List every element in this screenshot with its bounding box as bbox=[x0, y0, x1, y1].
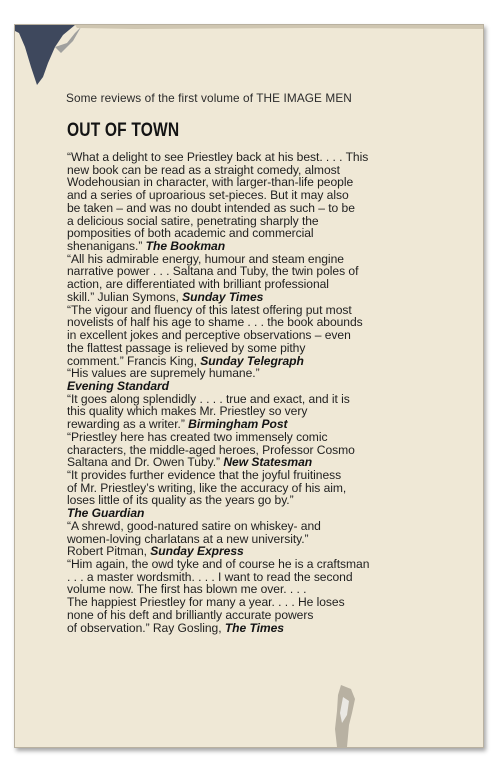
review-source: New Statesman bbox=[223, 455, 313, 470]
review-text: “What a delight to see Priestley back at his best. . . . This bbox=[67, 150, 369, 164]
review-text: pomposities of both academic and commercial bbox=[67, 226, 314, 241]
review-text: “Priestley here has created two immensely comic bbox=[67, 429, 328, 444]
review-text: narrative power . . . Saltana and Tuby, the twin poles of bbox=[67, 264, 359, 279]
review-text: loses little of its quality as the years go by.” bbox=[67, 493, 294, 508]
review-text: “His values are supremely humane.” bbox=[67, 366, 260, 381]
review-source: Birmingham Post bbox=[188, 417, 288, 432]
review-text: “A shrewd, good-natured satire on whiskey- and bbox=[67, 518, 321, 533]
review-line bbox=[67, 622, 453, 635]
review-text: “All his admirable energy, humour and steam engine bbox=[67, 251, 344, 266]
review-source: The Times bbox=[224, 620, 284, 635]
review-text: in excellent jokes and perceptive observations – even bbox=[67, 328, 351, 343]
review-source: The Bookman bbox=[145, 239, 226, 254]
review-text: this quality which makes Mr. Priestley so very bbox=[67, 404, 308, 419]
review-text: . . . a master wordsmith. . . . I want to read the second bbox=[67, 569, 353, 584]
review-text: “It goes along splendidly . . . . true and exact, and it is bbox=[67, 391, 350, 406]
review-text: “It provides further evidence that the joyful fruitiness bbox=[67, 467, 342, 482]
review-text: “Him again, the owd tyke and of course he is a craftsman bbox=[67, 557, 370, 571]
book-back-cover bbox=[14, 24, 484, 748]
review-text: of observation.” Ray Gosling, bbox=[67, 620, 225, 635]
review-source: Evening Standard bbox=[67, 378, 170, 393]
review-text: of Mr. Priestley’s writing, like the accuracy of his aim, bbox=[67, 480, 347, 495]
review-text: a delicious social satire, penetrating sharply the bbox=[67, 213, 319, 228]
review-text: skill.” Julian Symons, bbox=[67, 289, 183, 304]
review-source: Sunday Times bbox=[182, 289, 264, 304]
review-text: the flattest passage is relieved by some pithy bbox=[67, 340, 306, 355]
section-heading: OUT OF TOWN bbox=[67, 120, 180, 141]
review-text: volume now. The first has blown me over. . . . bbox=[67, 582, 307, 597]
review-text: Saltana and Dr. Owen Tuby.” bbox=[67, 455, 224, 470]
review-text: novelists of half his age to shame . . . the book abounds bbox=[67, 315, 363, 330]
review-text: women-loving charlatans at a new university.” bbox=[67, 531, 309, 546]
intro-line: Some reviews of the first volume of THE IMAGE MEN bbox=[66, 91, 352, 105]
review-text: characters, the middle-aged heroes, Professor Cosmo bbox=[67, 442, 355, 457]
spine-wear bbox=[325, 685, 385, 747]
review-text: “The vigour and fluency of this latest offering put most bbox=[67, 302, 352, 317]
review-text: The happiest Priestley for many a year. . . . He loses bbox=[67, 595, 345, 610]
review-text: comment.” Francis King, bbox=[67, 353, 201, 368]
review-text: new book can be read as a straight comedy, almost bbox=[67, 162, 340, 177]
review-text: Wodehousian in character, with larger-than-life people bbox=[67, 175, 354, 190]
review-text: shenanigans.” bbox=[67, 239, 146, 254]
review-text: none of his deft and brilliantly accurate powers bbox=[67, 607, 314, 622]
review-text: Robert Pitman, bbox=[67, 544, 151, 559]
review-text: rewarding as a writer.” bbox=[67, 417, 189, 432]
reviews-text bbox=[67, 151, 453, 634]
review-source: Sunday Telegraph bbox=[200, 353, 304, 368]
review-text: and a series of uproarious set-pieces. But it may also bbox=[67, 188, 349, 203]
review-text: be taken – and was no doubt intended as such – to be bbox=[67, 200, 355, 215]
review-source: The Guardian bbox=[67, 506, 145, 521]
review-text: action, are differentiated with brilliant professional bbox=[67, 277, 329, 292]
review-source: Sunday Express bbox=[150, 544, 244, 559]
